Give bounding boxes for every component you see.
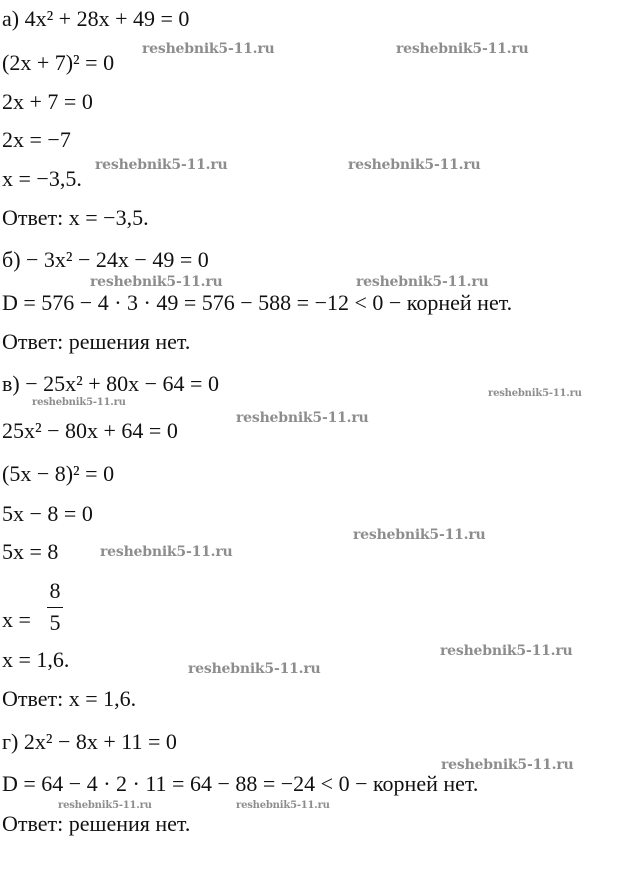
watermark: reshebnik5-11.ru — [488, 388, 582, 399]
task-a-step-3: 2x = −7 — [2, 127, 71, 152]
watermark: reshebnik5-11.ru — [396, 41, 529, 57]
watermark: reshebnik5-11.ru — [32, 397, 126, 408]
task-d-discriminant: D = 64 − 4 · 2 · 11 = 64 − 88 = −24 < 0 − корней нет. — [2, 771, 479, 796]
watermark: reshebnik5-11.ru — [356, 274, 489, 290]
task-a-step-4: x = −3,5. — [2, 166, 82, 191]
fraction-lhs: x = — [2, 607, 31, 632]
watermark: reshebnik5-11.ru — [348, 157, 481, 173]
task-c-answer: Ответ: x = 1,6. — [2, 686, 137, 711]
task-c-step-2: (5x − 8)² = 0 — [2, 461, 115, 486]
task-c-equation: в) − 25x² + 80x − 64 = 0 — [2, 371, 219, 396]
watermark: reshebnik5-11.ru — [188, 661, 321, 677]
fraction-bar — [47, 607, 63, 608]
task-c-step-3: 5x − 8 = 0 — [2, 501, 93, 526]
task-c-step-1: 25x² − 80x + 64 = 0 — [2, 418, 178, 443]
watermark: reshebnik5-11.ru — [95, 157, 228, 173]
watermark: reshebnik5-11.ru — [236, 410, 369, 426]
task-a-step-2: 2x + 7 = 0 — [2, 89, 93, 114]
watermark: reshebnik5-11.ru — [58, 800, 152, 811]
watermark: reshebnik5-11.ru — [353, 527, 486, 543]
fraction-numerator: 8 — [49, 578, 61, 603]
task-d-answer: Ответ: решения нет. — [2, 811, 191, 836]
task-b-discriminant: D = 576 − 4 · 3 · 49 = 576 − 588 = −12 < 0 − корней нет. — [2, 290, 513, 315]
watermark: reshebnik5-11.ru — [100, 544, 233, 560]
task-d-equation: г) 2x² − 8x + 11 = 0 — [2, 729, 177, 754]
task-b-answer: Ответ: решения нет. — [2, 329, 191, 354]
task-a-equation: а) 4x² + 28x + 49 = 0 — [2, 6, 190, 31]
fraction-denominator: 5 — [49, 610, 61, 635]
fraction — [47, 578, 63, 636]
watermark: reshebnik5-11.ru — [90, 274, 223, 290]
watermark: reshebnik5-11.ru — [142, 41, 275, 57]
task-a-answer: Ответ: x = −3,5. — [2, 205, 149, 230]
watermark: reshebnik5-11.ru — [441, 757, 574, 773]
task-b-equation: б) − 3x² − 24x − 49 = 0 — [2, 247, 209, 272]
watermark: reshebnik5-11.ru — [440, 643, 573, 659]
watermark: reshebnik5-11.ru — [236, 800, 330, 811]
task-c-step-4: 5x = 8 — [2, 539, 59, 564]
task-c-step-5: x = 1,6. — [2, 647, 70, 672]
task-a-step-1: (2x + 7)² = 0 — [2, 50, 115, 75]
